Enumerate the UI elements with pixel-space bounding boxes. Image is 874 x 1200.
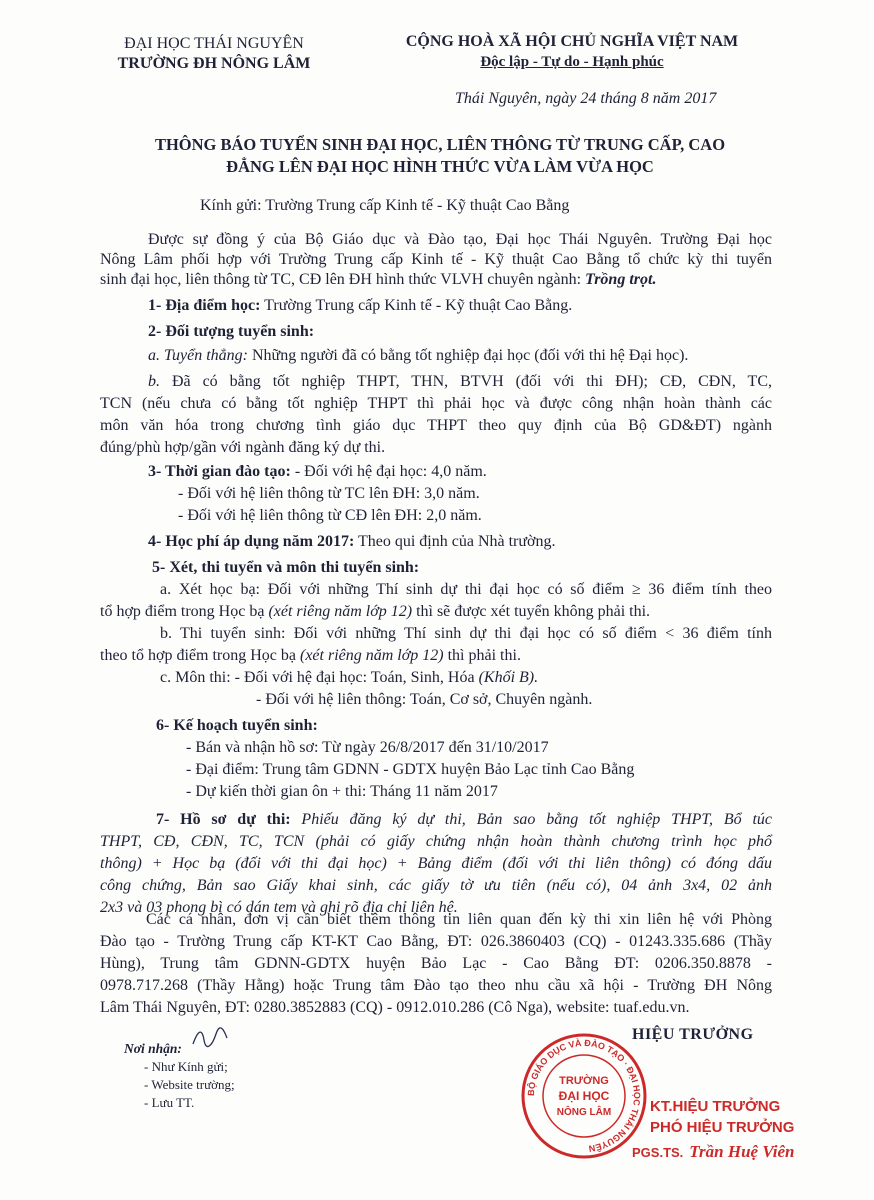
section-3	[148, 462, 487, 483]
section-5b-line-1: b. Thi tuyển sinh: Đối với những Thí sinh dự thi đại học có số điểm < 36 điểm tính	[160, 625, 772, 642]
contact-line-5: Lâm Thái Nguyên, ĐT: 0280.3852883 (CQ) - 0912.010.286 (Cô Nga), website: tuaf.edu.vn.	[100, 999, 690, 1016]
section-3-line-3: - Đối với hệ liên thông từ CĐ lên ĐH: 2,0 năm.	[178, 507, 482, 524]
section-4	[148, 532, 556, 553]
section-6-line-2: - Đại điểm: Trung tâm GDNN - GDTX huyện Bảo Lạc tỉnh Cao Bằng	[186, 761, 635, 778]
issue-date: Thái Nguyên, ngày 24 tháng 8 năm 2017	[455, 90, 717, 107]
recipient-item: - Lưu TT.	[144, 1095, 195, 1110]
section-7-line-3: thông) + Học bạ (đối với thi đại học) + Bảng điểm (đối với thi liên thông) có đóng dấu	[100, 855, 772, 872]
section-2a-text: Những người đã có bằng tốt nghiệp đại học (đối với thi hệ Đại học).	[252, 347, 689, 364]
addressee: Kính gửi: Trường Trung cấp Kinh tế - Kỹ thuật Cao Bằng	[200, 197, 570, 214]
section-1-head: 1- Địa điểm học:	[148, 297, 261, 314]
deputy-title	[650, 1096, 794, 1138]
recipient-item: - Như Kính gửi;	[144, 1059, 228, 1074]
section-7-head: 7- Hồ sơ dự thi:	[156, 811, 291, 828]
section-5c-line-2: - Đối với hệ liên thông: Toán, Cơ sở, Chuyên ngành.	[256, 691, 593, 708]
seal-inner-line-1: TRƯỜNG	[559, 1075, 609, 1087]
section-2a-label: a. Tuyển thẳng:	[148, 347, 248, 364]
section-3-line-1: - Đối với hệ đại học: 4,0 năm.	[294, 463, 487, 480]
title-line-2: ĐẲNG LÊN ĐẠI HỌC HÌNH THỨC VỪA LÀM VỪA HỌC	[226, 157, 654, 176]
signature-block	[520, 1026, 820, 1196]
signature-title: HIỆU TRƯỞNG	[632, 1026, 754, 1043]
issuer-header	[100, 34, 328, 74]
section-5a-line-1: a. Xét học bạ: Đối với những Thí sinh dự thi đại học có số điểm ≥ 36 điểm tính theo	[160, 581, 772, 598]
section-7-line-2: THPT, CĐ, CĐN, TC, TCN (phải có giấy chứng nhận hoàn thành chương trình học phổ	[100, 833, 772, 850]
recipients-block	[124, 1040, 235, 1112]
signer-name-line	[632, 1142, 794, 1162]
section-3-head: 3- Thời gian đào tạo:	[148, 463, 291, 480]
national-header	[372, 31, 772, 73]
contact-line-2: Đào tạo - Trường Trung cấp KT-KT Cao Bằng, ĐT: 026.3860403 (CQ) - 01243.335.686 (Thầy	[100, 933, 772, 950]
contact-line-3: Hùng), Trung tâm GDNN-GDTX huyện Bảo Lạc - Cao Bằng ĐT: 0206.350.8878 -	[100, 955, 772, 972]
intro-line-1: Được sự đồng ý của Bộ Giáo dục và Đào tạo, Đại học Thái Nguyên. Trường Đại học	[148, 231, 772, 248]
section-5a-line-2: tổ hợp điểm trong Học bạ (xét riêng năm lớp 12) thì sẽ được xét tuyển không phải thi.	[100, 603, 651, 620]
intro-line-3	[100, 270, 656, 291]
section-1-text: Trường Trung cấp Kinh tế - Kỹ thuật Cao Bằng.	[264, 297, 573, 314]
section-5b-line-2: theo tổ hợp điểm trong Học bạ (xét riêng năm lớp 12) thì phải thi.	[100, 647, 521, 664]
major-name: Trồng trọt.	[585, 271, 657, 288]
section-3-line-2: - Đối với hệ liên thông từ TC lên ĐH: 3,0 năm.	[178, 485, 480, 502]
national-motto: Độc lập - Tự do - Hạnh phúc	[480, 54, 664, 70]
section-7-line-1: 7- Hồ sơ dự thi: Phiếu đăng ký dự thi, Bản sao bằng tốt nghiệp THPT, Bổ túc	[156, 811, 772, 828]
section-6-line-1: - Bán và nhận hồ sơ: Từ ngày 26/8/2017 đến 31/10/2017	[186, 739, 549, 756]
seal-inner-line-3: NÔNG LÂM	[556, 1107, 612, 1118]
signer-name: Trần Huệ Viên	[689, 1142, 795, 1161]
kt-line-1: KT.HIỆU TRƯỞNG	[650, 1098, 781, 1115]
section-2b-line-4: đúng/phù hợp/gần với ngành đăng ký dự thi.	[100, 439, 386, 456]
university-name: ĐẠI HỌC THÁI NGUYÊN	[124, 35, 304, 52]
section-2b-line-2: TCN (nếu chưa có bằng tốt nghiệp THPT thì phải học và được công nhận hoàn thành các	[100, 395, 772, 412]
section-2-head: 2- Đối tượng tuyển sinh:	[148, 323, 315, 340]
document-title	[80, 134, 800, 178]
contact-line-4: 0978.717.268 (Thầy Hằng) hoặc Trung tâm Đào tạo theo nhu cầu xã hội - Trường ĐH Nông	[100, 977, 772, 994]
section-2b-line-3: môn văn hóa trong chương tình giáo dục THPT theo quy định của Bộ GD&ĐT) ngành	[100, 417, 772, 434]
contact-line-1: Các cá nhân, đơn vị cần biết thêm thông tin liên quan đến kỳ thi xin liên hệ với Phòng	[146, 911, 772, 928]
intro-line-3-text: sinh đại học, liên thông từ TC, CĐ lên ĐH hình thức VLVH chuyên ngành:	[100, 271, 582, 288]
official-seal	[520, 1032, 648, 1160]
section-5c-line-1: c. Môn thi: - Đối với hệ đại học: Toán, Sinh, Hóa (Khối B).	[160, 669, 539, 686]
initials-scribble	[190, 1026, 230, 1050]
section-7-line-5: 2x3 và 03 phong bì có dán tem và ghi rõ địa chỉ liên hệ.	[100, 899, 458, 916]
intro-line-2: Nông Lâm phối hợp với Trường Trung cấp Kinh tế - Kỹ thuật Cao Bằng tổ chức kỳ thi tuyển	[100, 251, 772, 268]
section-6-line-3: - Dự kiến thời gian ôn + thi: Tháng 11 năm 2017	[186, 783, 498, 800]
country-name: CỘNG HOÀ XÃ HỘI CHỦ NGHĨA VIỆT NAM	[405, 33, 739, 50]
section-5-head: 5- Xét, thi tuyển và môn thi tuyển sinh:	[152, 559, 420, 576]
section-4-text: Theo qui định của Nhà trường.	[357, 533, 556, 550]
recipient-item: - Website trường;	[144, 1077, 235, 1092]
school-name: TRƯỜNG ĐH NÔNG LÂM	[117, 55, 311, 72]
kt-line-2: PHÓ HIỆU TRƯỞNG	[650, 1119, 795, 1136]
title-line-1: THÔNG BÁO TUYỂN SINH ĐẠI HỌC, LIÊN THÔNG TỪ TRUNG CẤP, CAO	[154, 135, 726, 154]
signer-degree: PGS.TS.	[632, 1145, 684, 1160]
recipients-label: Nơi nhận:	[124, 1041, 182, 1056]
section-7-line-4: công chứng, Bản sao Giấy khai sinh, các giấy tờ ưu tiên (nếu có), 04 ảnh 3x4, 02 ảnh	[100, 877, 772, 894]
seal-inner-line-2: ĐẠI HỌC	[558, 1089, 610, 1103]
section-1	[148, 296, 572, 317]
section-6-head: 6- Kế hoạch tuyển sinh:	[156, 717, 318, 734]
section-4-head: 4- Học phí áp dụng năm 2017:	[148, 533, 355, 550]
section-2b-line-1: b. Đã có bằng tốt nghiệp THPT, THN, BTVH (đối với thi ĐH); CĐ, CĐN, TC,	[148, 373, 773, 390]
seal-ring-text: BỘ GIÁO DỤC VÀ ĐÀO TẠO · ĐẠI HỌC THÁI NGUYÊN	[525, 1037, 643, 1154]
section-2a	[148, 346, 688, 367]
